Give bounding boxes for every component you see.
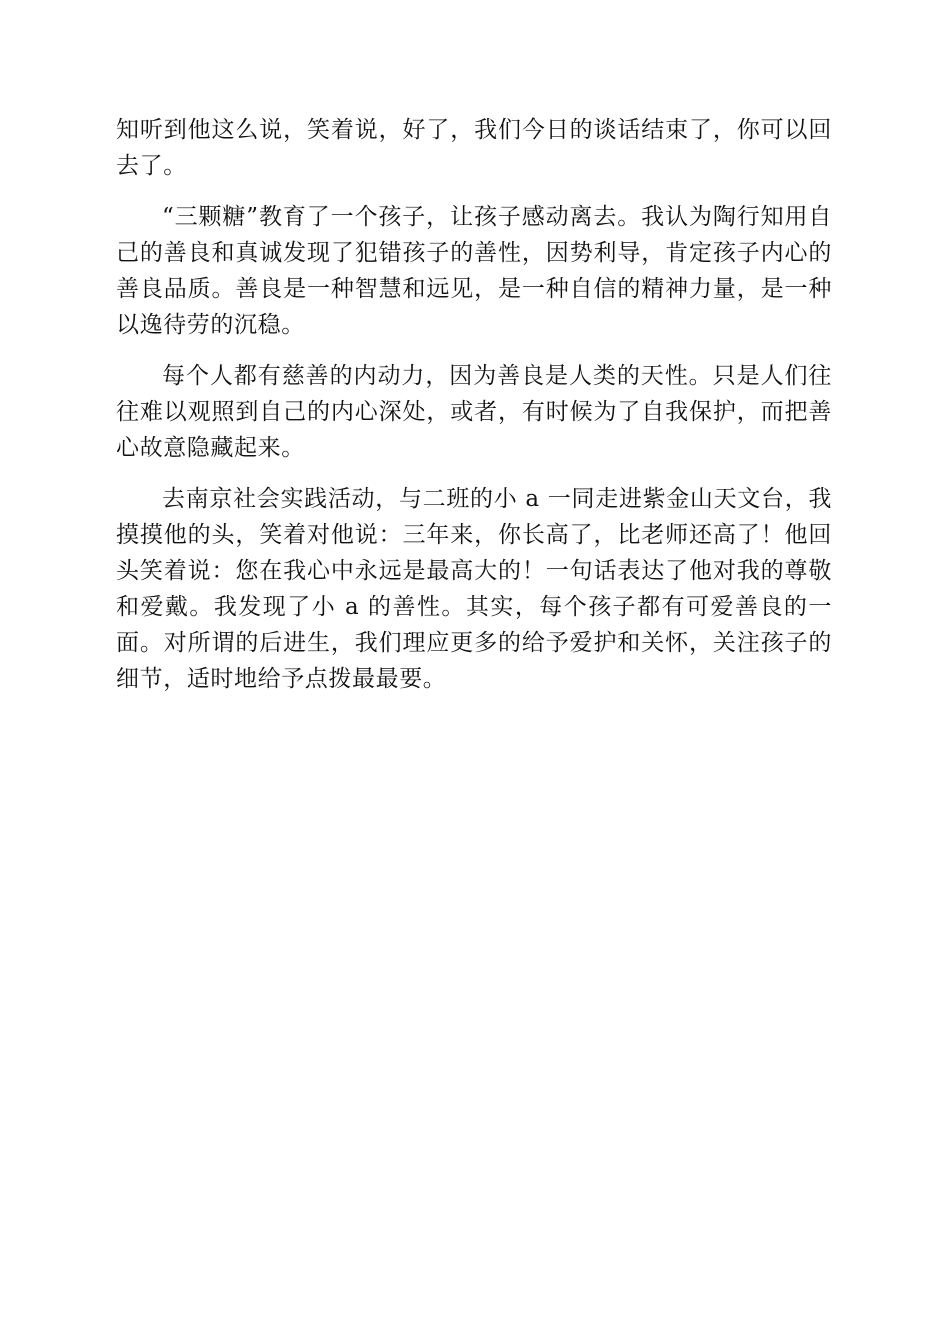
paragraph-nanjing-trip: 去南京社会实践活动，与二班的小 a 一同走进紫金山天文台，我摸摸他的头，笑着对他说：三年来，你长高了，比老师还高了！他回头笑着说：您在我心中永远是最高大的！一句话表达了他对我的尊敬和爱戴。我发现了小 a 的善性。其实，每个孩子都有可爱善良的一面。对所谓的后进生，我们理应更多的给予爱护和关怀，关注孩子的细节，适时地给予点拨最最要。 [116, 486, 832, 692]
paragraph-kindness-nature: 每个人都有慈善的内动力，因为善良是人类的天性。只是人们往往难以观照到自己的内心深处，或者，有时候为了自我保护，而把善心故意隐藏起来。 [116, 363, 832, 461]
document-page [116, 112, 832, 712]
paragraph-continuation: 知听到他这么说，笑着说，好了，我们今日的谈话结束了，你可以回去了。 [116, 117, 832, 179]
paragraph-three-candies: “三颗糖”教育了一个孩子，让孩子感动离去。我认为陶行知用自己的善良和真诚发现了犯错孩子的善性，因势利导，肯定孩子内心的善良品质。善良是一种智慧和远见，是一种自信的精神力量，是一种以逸待劳的沉稳。 [116, 204, 832, 338]
